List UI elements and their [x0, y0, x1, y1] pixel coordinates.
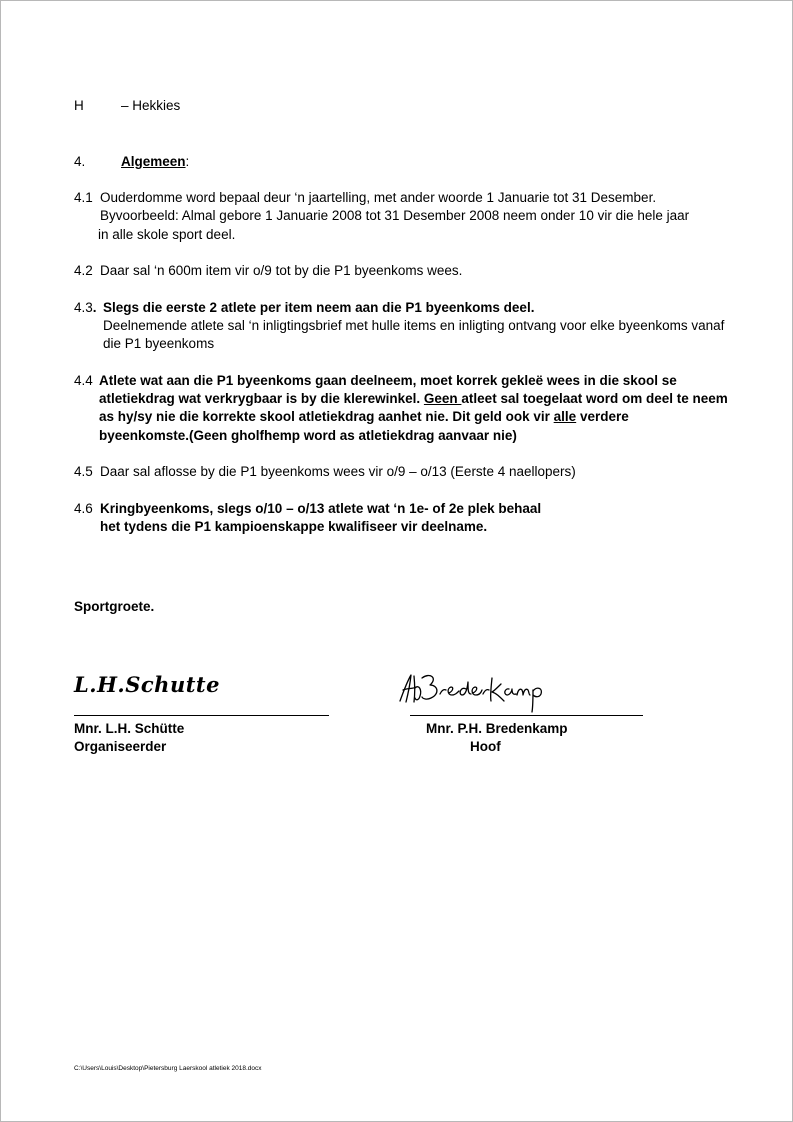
item-4-6-line1: Kringbyeenkoms, slegs o/10 – o/13 atlete wat ‘n 1e- of 2e plek behaal: [100, 501, 542, 516]
item-4-6-number: 4.6: [74, 501, 93, 516]
item-4-6-line2: het tydens die P1 kampioenskappe kwalifiseer vir deelname.: [100, 519, 488, 534]
right-signatory-role: Hoof: [470, 739, 501, 754]
section-title: Algemeen: [121, 154, 186, 169]
item-4-4-line2: [99, 390, 728, 408]
item-4-3-number: [74, 299, 97, 317]
left-signatory-role: Organiseerder: [74, 739, 167, 754]
item-4-1-line3: in alle skole sport deel.: [98, 227, 236, 242]
section-heading: [121, 153, 189, 171]
document-file-path: C:\Users\Louis\Desktop\Pietersburg Laerskool atletiek 2018.docx: [74, 1065, 262, 1072]
legend-text: – Hekkies: [121, 98, 181, 113]
closing-greeting: Sportgroete.: [74, 599, 155, 614]
section-colon: :: [185, 154, 190, 169]
item-4-4-line3a: as hy/sy nie die korrekte skool atletiekdrag aanhet nie. Dit geld ook vir: [99, 409, 554, 424]
item-4-4-line3b: verdere: [576, 409, 629, 424]
item-4-4-line1: Atlete wat aan die P1 byeenkoms gaan deelneem, moet korrek gekleë wees in die skool se: [99, 373, 677, 388]
item-4-4-line3: [99, 408, 629, 426]
item-4-5-number: 4.5: [74, 464, 93, 479]
item-4-1-number: 4.1: [74, 190, 93, 205]
item-4-1-line1: Ouderdomme word bepaal deur ‘n jaartelling, met ander woorde 1 Januarie tot 31 Desember.: [100, 190, 657, 205]
section-number: 4.: [74, 154, 86, 169]
item-4-2-number: 4.2: [74, 263, 93, 278]
item-4-4-line4: byeenkomste.(Geen gholfhemp word as atletiekdrag aanvaar nie): [99, 428, 517, 443]
item-4-4-number: 4.4: [74, 373, 93, 388]
item-4-4-alle: alle: [553, 409, 577, 424]
item-4-4-line2c: atleet sal toegelaat word om deel te neem: [461, 391, 728, 406]
item-4-1-line2: Byvoorbeeld: Almal gebore 1 Januarie 2008 tot 31 Desember 2008 neem onder 10 vir die hele jaar: [100, 208, 690, 223]
right-signature-line: [410, 715, 643, 716]
right-handwritten-signature: [396, 668, 556, 716]
item-4-3-dot: .: [92, 300, 97, 315]
item-4-4-line2a: atletiekdrag wat verkrygbaar is by die klerewinkel.: [99, 391, 424, 406]
item-4-2-line1: Daar sal ‘n 600m item vir o/9 tot by die P1 byeenkoms wees.: [100, 263, 463, 278]
left-signature-line: [74, 715, 329, 716]
legend-code: H: [74, 98, 84, 113]
right-signatory-name: Mnr. P.H. Bredenkamp: [426, 721, 568, 736]
item-4-3-line1: Slegs die eerste 2 atlete per item neem aan die P1 byeenkoms deel.: [103, 300, 535, 315]
left-signatory-name: Mnr. L.H. Schütte: [74, 721, 185, 736]
item-4-4-geen: Geen: [423, 391, 462, 406]
item-4-5-line1: Daar sal aflosse by die P1 byeenkoms wees vir o/9 – o/13 (Eerste 4 naellopers): [100, 464, 576, 479]
item-4-3-line2: Deelnemende atlete sal ‘n inligtingsbrief met hulle items en inligting ontvang voor elke byeenkoms vanaf: [103, 318, 725, 333]
item-4-3-line3: die P1 byeenkoms: [103, 336, 215, 351]
left-signature-script: L.H.Schutte: [74, 672, 220, 697]
item-4-3-num: 4.3: [74, 300, 93, 315]
